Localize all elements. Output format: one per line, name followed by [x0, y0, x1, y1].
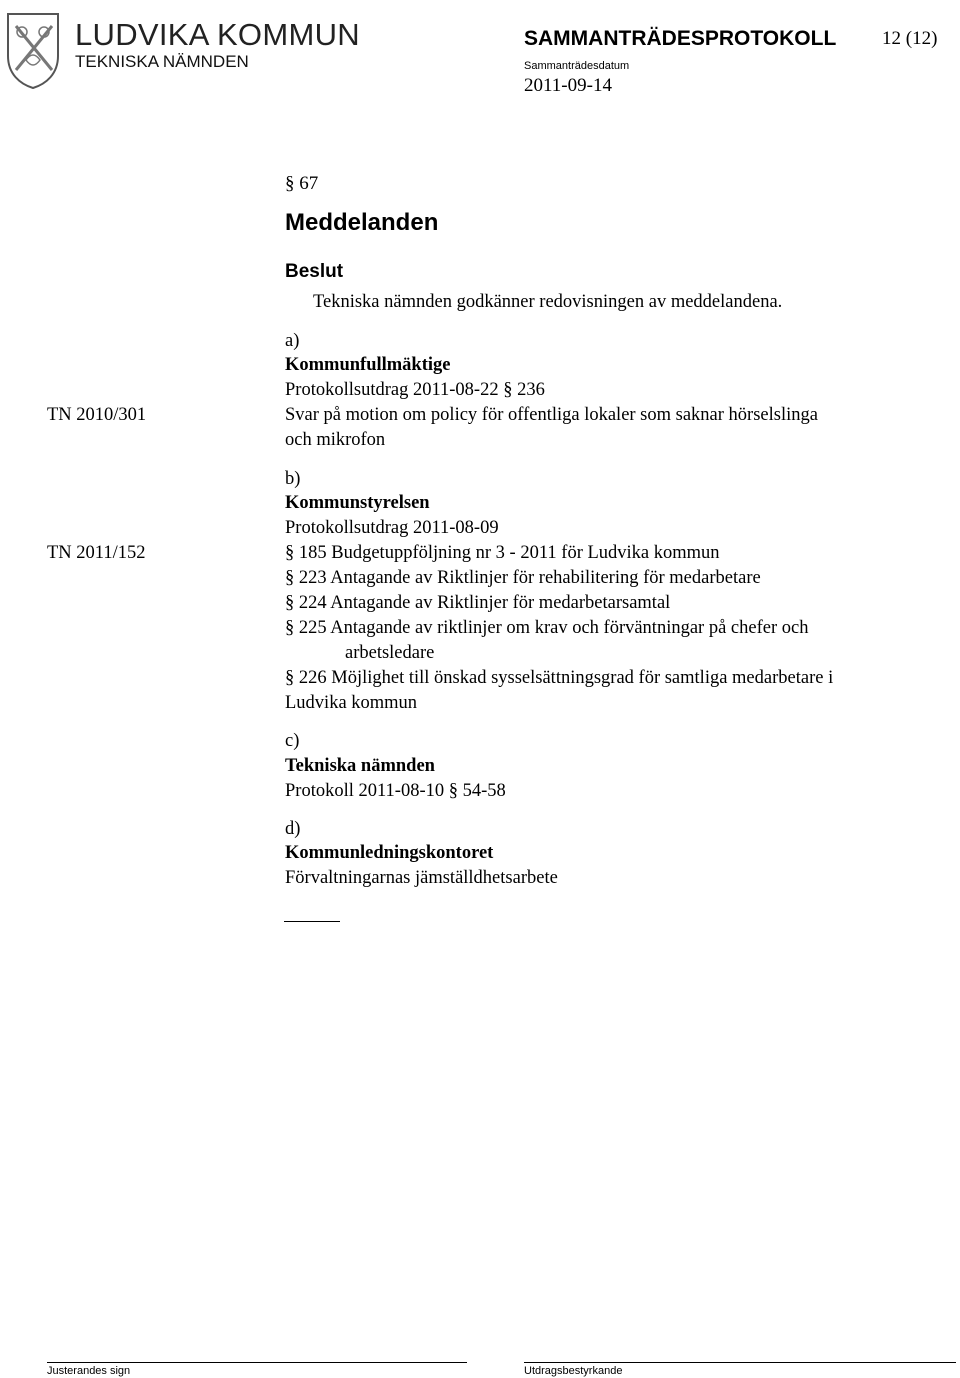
- closing-rule: [284, 921, 340, 922]
- item-a-ref: Protokollsutdrag 2011-08-22 § 236: [285, 380, 545, 400]
- paragraph-number: § 67: [285, 173, 319, 194]
- section-title: Meddelanden: [285, 209, 439, 236]
- municipal-crest-icon: [2, 10, 64, 90]
- item-a-body: Kommunfullmäktige: [285, 355, 451, 375]
- meeting-date: 2011-09-14: [524, 75, 612, 96]
- footer-signature-label: Justerandes sign: [47, 1365, 131, 1377]
- item-c-body: Tekniska nämnden: [285, 756, 435, 776]
- item-b-line: § 224 Antagande av Riktlinjer för medarbetarsamtal: [285, 593, 671, 613]
- item-d-letter: d): [285, 819, 301, 839]
- organization-name: LUDVIKA KOMMUN: [75, 17, 360, 52]
- department-name: TEKNISKA NÄMNDEN: [75, 52, 249, 71]
- document-type: SAMMANTRÄDESPROTOKOLL: [524, 27, 837, 50]
- item-c-ref: Protokoll 2011-08-10 § 54-58: [285, 781, 506, 801]
- meeting-date-label: Sammanträdesdatum: [524, 60, 630, 72]
- item-b-dnr: TN 2011/152: [47, 543, 146, 563]
- decision-text: Tekniska nämnden godkänner redovisningen av meddelandena.: [313, 292, 783, 312]
- footer-rule-left: [47, 1362, 467, 1363]
- item-d-ref: Förvaltningarnas jämställdhetsarbete: [285, 868, 558, 888]
- footer-certification-label: Utdragsbestyrkande: [524, 1365, 623, 1377]
- item-c-letter: c): [285, 731, 300, 751]
- item-b-ref: Protokollsutdrag 2011-08-09: [285, 518, 499, 538]
- item-b-line: § 226 Möjlighet till önskad sysselsättningsgrad för samtliga medarbetare i: [285, 668, 834, 688]
- item-a-line: och mikrofon: [285, 430, 386, 450]
- item-b-line: § 185 Budgetuppföljning nr 3 - 2011 för Ludvika kommun: [285, 543, 720, 563]
- footer-rule-right: [524, 1362, 956, 1363]
- item-d-body: Kommunledningskontoret: [285, 843, 494, 863]
- decision-label: Beslut: [285, 261, 344, 282]
- item-b-line: arbetsledare: [345, 643, 435, 663]
- item-a-dnr: TN 2010/301: [47, 405, 147, 425]
- item-a-line: Svar på motion om policy för offentliga lokaler som saknar hörselslinga: [285, 405, 818, 425]
- item-b-line: Ludvika kommun: [285, 693, 418, 713]
- page-count: 12 (12): [882, 28, 938, 49]
- item-b-line: § 223 Antagande av Riktlinjer för rehabilitering för medarbetare: [285, 568, 761, 588]
- item-a-letter: a): [285, 331, 300, 351]
- item-b-line: § 225 Antagande av riktlinjer om krav och förväntningar på chefer och: [285, 618, 809, 638]
- item-b-letter: b): [285, 469, 301, 489]
- item-b-body: Kommunstyrelsen: [285, 493, 430, 513]
